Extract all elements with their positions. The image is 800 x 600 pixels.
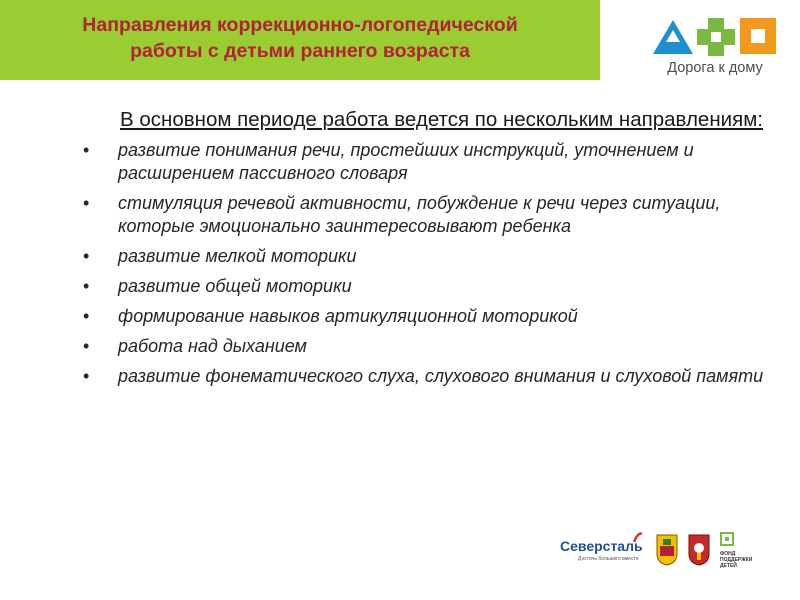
logo-square-icon (740, 18, 776, 54)
severstal-mark-icon (632, 532, 644, 544)
bullet-icon: • (83, 246, 90, 266)
intro-paragraph: В основном периоде работа ведется по нескольким направлениям: (120, 108, 763, 131)
slide-title-line-1: Направления коррекционно-логопедической (82, 14, 518, 36)
bullet-icon: • (83, 276, 90, 296)
logo-cross-icon (697, 18, 735, 56)
slide-content (80, 106, 780, 395)
fund-text: ФОНД ПОДДЕРЖКИ ДЕТЕЙ (720, 551, 753, 569)
list-item (80, 335, 780, 358)
list-item-text: развитие общей моторики (118, 276, 352, 296)
list-item (80, 275, 780, 298)
logo-shapes-icon (650, 14, 780, 58)
list-item (80, 245, 780, 268)
doroga-k-domu-logo (650, 14, 780, 82)
list-item (80, 192, 780, 238)
list-item-text: стимуляция речевой активности, побуждение к речи через ситуации, которые эмоционально заинтересовывают ребенка (118, 193, 721, 236)
slide-title-line-2: работы с детьми раннего возраста (130, 40, 470, 62)
sponsor-logos (560, 530, 780, 575)
severstal-name: Северсталь (560, 538, 643, 554)
bullet-icon: • (83, 193, 90, 213)
logo-text: Дорога к дому (667, 60, 763, 76)
bullet-icon: • (83, 306, 90, 326)
list-item (80, 305, 780, 328)
children-fund-logo-icon (720, 532, 762, 572)
city-coat-of-arms-icon (656, 534, 678, 566)
list-item-text: развитие мелкой моторики (118, 246, 357, 266)
fund-mark-icon (720, 532, 734, 546)
list-item-text: развитие фонематического слуха, слухового внимания и слуховой памяти (118, 366, 764, 386)
list-item-text: работа над дыханием (118, 336, 307, 356)
bullet-icon: • (83, 366, 90, 386)
bullet-icon: • (83, 140, 90, 160)
list-item-text: развитие понимания речи, простейших инструкций, уточнением и расширением пассивного словаря (118, 140, 694, 183)
bullet-icon: • (83, 336, 90, 356)
logo-triangle-icon (653, 20, 693, 54)
regional-coat-of-arms-icon (688, 534, 710, 566)
severstal-tagline: Достичь большего вместе (578, 556, 639, 562)
list-item (80, 365, 780, 388)
directions-list (80, 139, 780, 388)
list-item (80, 139, 780, 185)
slide-title (0, 12, 600, 64)
list-item-text: формирование навыков артикуляционной моторикой (118, 306, 578, 326)
